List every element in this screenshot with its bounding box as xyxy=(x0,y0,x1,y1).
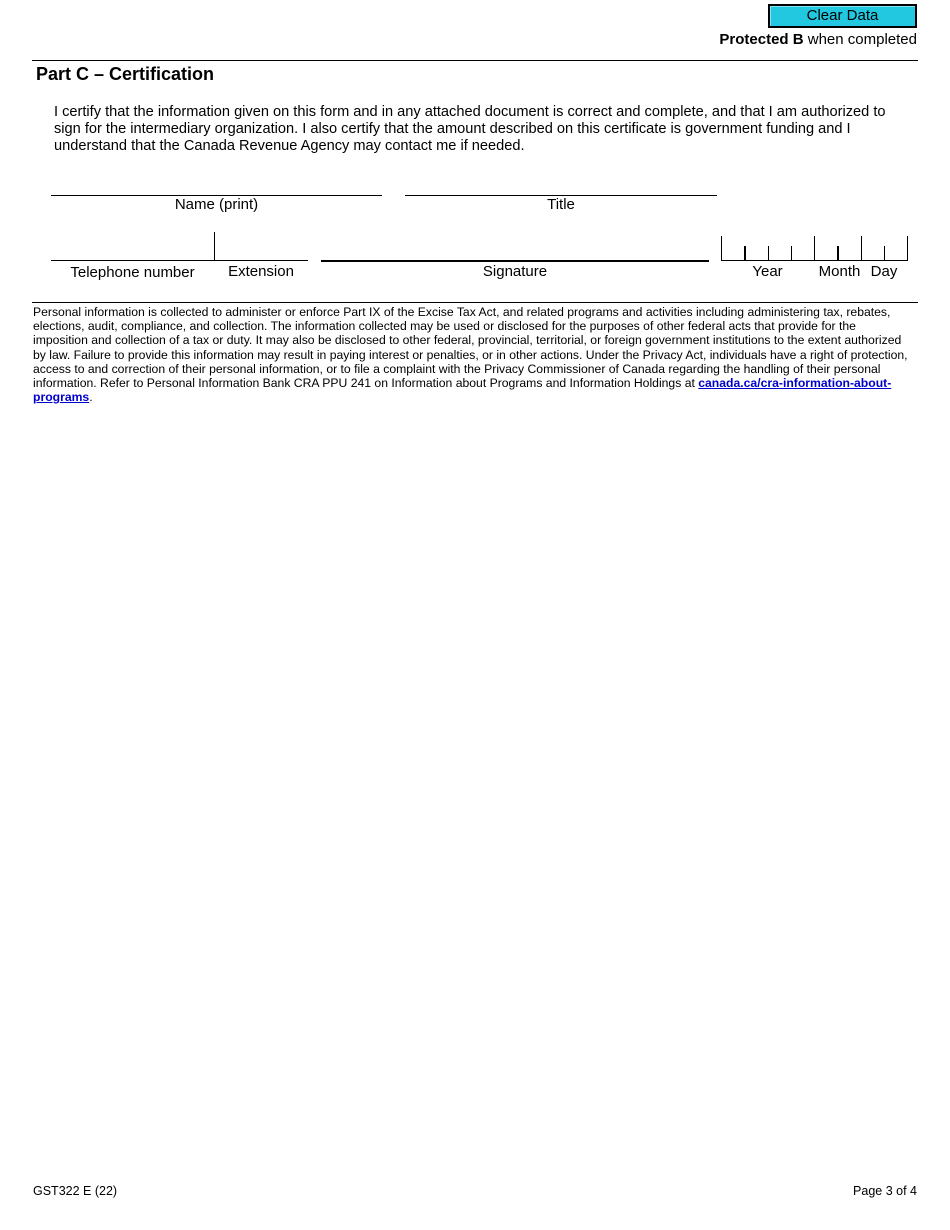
part-c-title: Part C – Certification xyxy=(36,64,215,84)
privacy-divider xyxy=(32,302,918,303)
title-label: Title xyxy=(547,196,575,213)
name-print-label: Name (print) xyxy=(174,196,259,213)
date-divider xyxy=(907,236,908,260)
signature-label: Signature xyxy=(482,263,548,280)
privacy-end: . xyxy=(89,390,93,405)
header-divider xyxy=(32,60,918,61)
telephone-number-field[interactable] xyxy=(51,232,214,260)
privacy-notice xyxy=(33,305,913,404)
protected-b-label: Protected B xyxy=(719,31,804,48)
date-tick xyxy=(884,246,885,260)
day-label: Day xyxy=(870,263,898,280)
date-divider xyxy=(814,236,815,260)
date-divider xyxy=(861,236,862,260)
year-label: Year xyxy=(752,263,783,280)
date-tick xyxy=(791,246,792,260)
protected-b-suffix: when completed xyxy=(803,31,917,48)
extension-field[interactable] xyxy=(215,232,307,260)
telephone-number-label: Telephone number xyxy=(70,264,195,281)
signature-field[interactable] xyxy=(321,260,709,262)
form-identifier: GST322 E (22) xyxy=(33,1184,118,1198)
extension-label: Extension xyxy=(228,263,294,280)
page-number: Page 3 of 4 xyxy=(853,1184,917,1198)
month-label: Month xyxy=(818,263,861,280)
date-divider xyxy=(721,236,722,260)
cra-programs-link[interactable]: canada.ca/cra-information-about-programs xyxy=(33,376,892,405)
telephone-extension-baseline xyxy=(51,260,308,261)
date-tick xyxy=(768,246,769,260)
clear-data-button[interactable]: Clear Data xyxy=(768,4,917,28)
certification-statement: I certify that the information given on this form and in any attached document is correct and complete, and that I am authorized to sign for the intermediary organization. I also certify that the amount described on this certificate is government funding and I understand that the Canada Revenue Agency may contact me if needed. xyxy=(54,104,886,154)
date-baseline xyxy=(721,260,908,261)
date-tick xyxy=(837,246,839,260)
privacy-text: Personal information is collected to administer or enforce Part IX of the Excise Tax Act, and related programs and activities including administering tax, rebates, elections, audit, compliance, and collection. The information collected may be used or disclosed for the purposes of other federal acts that provide for the imposition and collection of a tax or duty. It may also be disclosed to other federal, provincial, territorial, or foreign government institutions to the extent authorized by law. Failure to provide this information may result in paying interest or penalties, or in other actions. Under the Privacy Act, individuals have a right of protection, access to and correction of their personal information, or to file a complaint with the Privacy Commissioner of Canada regarding the handling of their personal information. Refer to Personal Information Bank CRA PPU 241 on Information about Programs and Information Holdings at xyxy=(33,305,908,391)
date-tick xyxy=(744,246,746,260)
date-field[interactable] xyxy=(721,236,908,261)
protected-b-notice xyxy=(719,31,917,48)
